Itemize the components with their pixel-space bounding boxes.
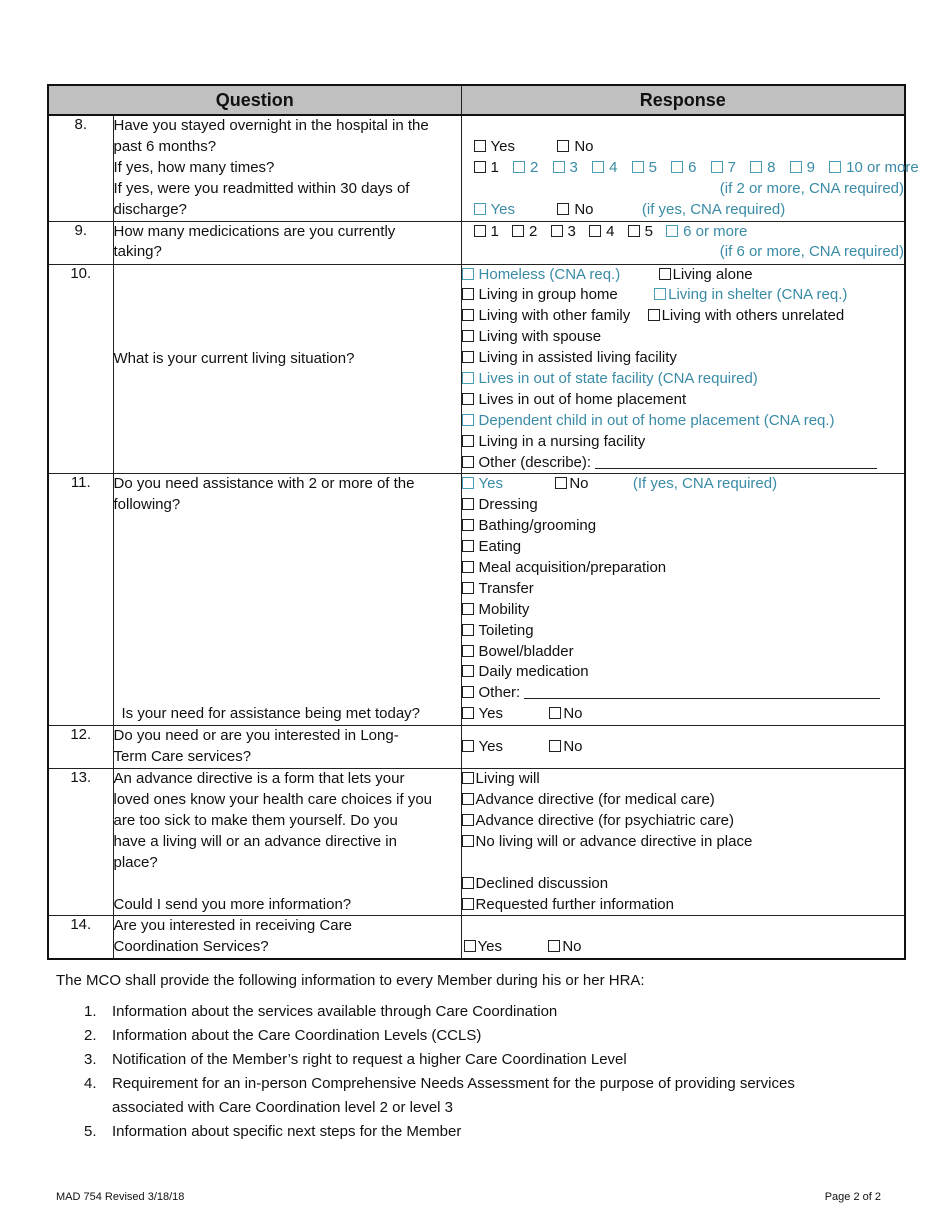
question-number: 9.	[48, 221, 113, 264]
times-7-checkbox[interactable]	[711, 161, 723, 173]
ltc-yes-checkbox[interactable]	[462, 740, 474, 752]
spouse-checkbox[interactable]	[462, 330, 474, 342]
times-2-checkbox[interactable]	[513, 161, 525, 173]
med-5-checkbox[interactable]	[628, 225, 640, 237]
question-number: 12.	[48, 726, 113, 769]
assist-no-checkbox[interactable]	[555, 477, 567, 489]
response-cell: Homeless (CNA req.) Living alone Living in group home Living in shelter (CNA req.) Living with other family Living with others unrelated Living with spouse Living in assisted living facility Lives in out of state facility (CNA required) Lives in out of home placement Dependent child in out of home placement (CNA req.) Living in a nursing facility Other (describe):	[461, 264, 905, 474]
list-item: 2. Information about the Care Coordination Levels (CCLS)	[84, 1027, 482, 1044]
living-alone-checkbox[interactable]	[659, 268, 671, 280]
page-number-footer: Page 2 of 2	[824, 1191, 881, 1203]
met-no-checkbox[interactable]	[549, 707, 561, 719]
advance-directive-psychiatric-checkbox[interactable]	[462, 814, 474, 826]
question-row-14	[48, 916, 905, 959]
times-5-checkbox[interactable]	[632, 161, 644, 173]
question-number: 10.	[48, 264, 113, 474]
more-info-question: Could I send you more information?	[113, 895, 352, 913]
other-family-checkbox[interactable]	[462, 309, 474, 321]
question-row-13	[48, 769, 905, 916]
homeless-checkbox[interactable]	[462, 268, 474, 280]
form-revision-footer: MAD 754 Revised 3/18/18	[56, 1191, 185, 1203]
medication-note: (if 6 or more, CNA required)	[719, 243, 905, 261]
response-cell: Yes No	[461, 726, 905, 769]
question-text: Are you interested in receiving Care Coordination Services?	[113, 916, 461, 959]
meal-checkbox[interactable]	[462, 561, 474, 573]
assistance-met-question: Is your need for assistance being met today?	[121, 705, 421, 723]
med-3-checkbox[interactable]	[551, 225, 563, 237]
question-row-12	[48, 726, 905, 769]
med-2-checkbox[interactable]	[512, 225, 524, 237]
no-checkbox[interactable]	[557, 140, 569, 152]
nursing-facility-checkbox[interactable]	[462, 435, 474, 447]
care-coord-no-checkbox[interactable]	[548, 940, 560, 952]
med-4-checkbox[interactable]	[589, 225, 601, 237]
assist-yes-checkbox[interactable]	[462, 477, 474, 489]
times-9-checkbox[interactable]	[790, 161, 802, 173]
response-cell: Living will Advance directive (for medical care) Advance directive (for psychiatric care) No living will or advance directive in place Declined discussion Requested further information	[461, 769, 905, 916]
question-row-11	[48, 474, 905, 726]
list-item: 4. Requirement for an in-person Comprehensive Needs Assessment for the purpose of providing services associated with Care Coordination level 2 or level 3	[84, 1075, 795, 1116]
declined-checkbox[interactable]	[462, 877, 474, 889]
eating-checkbox[interactable]	[462, 540, 474, 552]
times-4-checkbox[interactable]	[592, 161, 604, 173]
group-home-checkbox[interactable]	[462, 288, 474, 300]
medication-count-options: 1 2 3 4 5 6 or more	[462, 222, 905, 243]
question-row-9	[48, 221, 905, 264]
question-text: How many medicications are you currently taking?	[113, 221, 461, 264]
dressing-checkbox[interactable]	[462, 498, 474, 510]
question-text: Do you need assistance with 2 or more of the following? Is your need for assistance being met today?	[113, 474, 461, 726]
times-6-checkbox[interactable]	[671, 161, 683, 173]
response-cell: Yes No 1 2 3 4 5 6 7 8 9 10 or more (if 2 or more, CNA required) Yes No (if yes, CNA required)	[461, 115, 905, 221]
response-cell: Yes No	[461, 916, 905, 959]
mco-info-list	[56, 1000, 856, 1144]
question-row-10	[48, 264, 905, 474]
readmit-yes-checkbox[interactable]	[474, 203, 486, 215]
column-header-response: Response	[461, 85, 905, 115]
question-text: An advance directive is a form that lets your loved ones know your health care choices if you are too sick to make them yourself. Do you have a living will or an advance directive in place? Could I send you more information?	[113, 769, 461, 916]
others-unrelated-checkbox[interactable]	[648, 309, 660, 321]
met-yes-checkbox[interactable]	[462, 707, 474, 719]
bathing-checkbox[interactable]	[462, 519, 474, 531]
med-1-checkbox[interactable]	[474, 225, 486, 237]
other-checkbox[interactable]	[462, 686, 474, 698]
times-options: 1 2 3 4 5 6 7 8 9 10 or more	[462, 158, 905, 179]
other-field[interactable]	[524, 684, 880, 699]
question-text: What is your current living situation?	[113, 264, 461, 474]
times-10-checkbox[interactable]	[829, 161, 841, 173]
list-item: 5. Information about specific next steps for the Member	[84, 1123, 462, 1140]
times-8-checkbox[interactable]	[750, 161, 762, 173]
question-number: 8.	[48, 115, 113, 221]
med-6-or-more-checkbox[interactable]	[666, 225, 678, 237]
question-number: 14.	[48, 916, 113, 959]
out-of-state-checkbox[interactable]	[462, 372, 474, 384]
question-number: 13.	[48, 769, 113, 916]
transfer-checkbox[interactable]	[462, 582, 474, 594]
readmit-note: (if yes, CNA required)	[641, 200, 786, 218]
assist-note: (If yes, CNA required)	[632, 475, 778, 493]
times-note: (if 2 or more, CNA required)	[719, 179, 905, 197]
mobility-checkbox[interactable]	[462, 603, 474, 615]
list-item: 1. Information about the services available through Care Coordination	[84, 1003, 558, 1020]
question-text: Have you stayed overnight in the hospital in the past 6 months? If yes, how many times? If yes, were you readmitted within 30 days of discharge?	[113, 115, 461, 221]
dependent-child-checkbox[interactable]	[462, 414, 474, 426]
yes-checkbox[interactable]	[474, 140, 486, 152]
care-coord-yes-checkbox[interactable]	[464, 940, 476, 952]
no-directive-checkbox[interactable]	[462, 835, 474, 847]
question-number: 11.	[48, 474, 113, 726]
mco-intro-text: The MCO shall provide the following information to every Member during his or her HRA:	[56, 972, 645, 989]
times-3-checkbox[interactable]	[553, 161, 565, 173]
toileting-checkbox[interactable]	[462, 624, 474, 636]
bowel-bladder-checkbox[interactable]	[462, 645, 474, 657]
other-describe-checkbox[interactable]	[462, 456, 474, 468]
readmit-no-checkbox[interactable]	[557, 203, 569, 215]
shelter-checkbox[interactable]	[654, 288, 666, 300]
advance-directive-medical-checkbox[interactable]	[462, 793, 474, 805]
times-1-checkbox[interactable]	[474, 161, 486, 173]
response-cell	[461, 221, 905, 264]
daily-medication-checkbox[interactable]	[462, 665, 474, 677]
response-cell: Yes No (If yes, CNA required) Dressing Bathing/grooming Eating Meal acquisition/preparation Transfer Mobility Toileting Bowel/bladder Daily medication Other: Yes No	[461, 474, 905, 726]
assisted-living-checkbox[interactable]	[462, 351, 474, 363]
other-describe-field[interactable]	[595, 454, 877, 469]
list-item: 3. Notification of the Member’s right to request a higher Care Coordination Level	[84, 1051, 627, 1068]
question-row-8	[48, 115, 905, 221]
column-header-question: Question	[48, 85, 461, 115]
living-will-checkbox[interactable]	[462, 772, 474, 784]
hra-table	[47, 84, 919, 960]
question-text: Do you need or are you interested in Long- Term Care services?	[113, 726, 461, 769]
requested-info-checkbox[interactable]	[462, 898, 474, 910]
out-of-home-checkbox[interactable]	[462, 393, 474, 405]
ltc-no-checkbox[interactable]	[549, 740, 561, 752]
